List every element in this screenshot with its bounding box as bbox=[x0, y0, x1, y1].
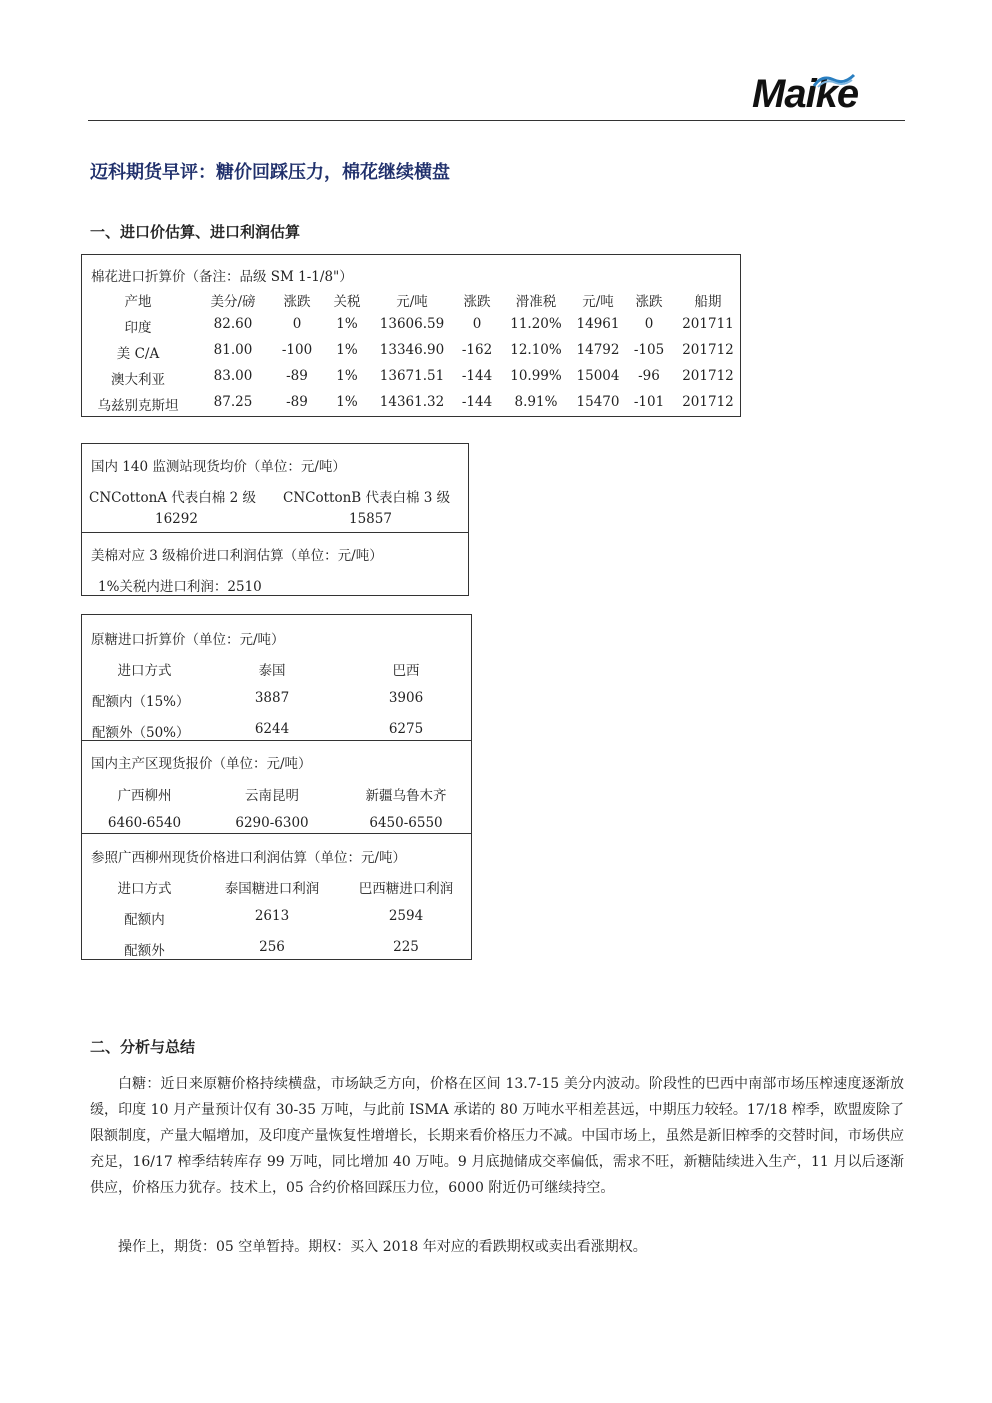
sugar-profit-cell: 配额外 bbox=[124, 943, 165, 959]
sugar-profit-header: 泰国糖进口利润 bbox=[224, 881, 320, 897]
cotton-import-cell: 乌兹别克斯坦 bbox=[97, 398, 179, 414]
cotton-import-cell: 1% bbox=[336, 316, 358, 332]
sugar-profit-cell: 2613 bbox=[254, 908, 290, 924]
sugar-spot-value: 6450-6550 bbox=[369, 815, 443, 831]
cotton-import-cell: 201712 bbox=[682, 394, 734, 410]
cotton-import-cell: 澳大利亚 bbox=[111, 372, 165, 388]
cotton-import-cell: -96 bbox=[638, 368, 660, 384]
cotton-import-cell: -89 bbox=[286, 368, 308, 384]
sugar-table bbox=[81, 614, 472, 960]
sugar-import-caption: 原糖进口折算价（单位：元/吨） bbox=[91, 632, 285, 648]
cotton-import-cell: 14961 bbox=[576, 316, 620, 332]
sugar-spot-caption: 国内主产区现货报价（单位：元/吨） bbox=[91, 756, 312, 772]
sugar-import-header: 巴西 bbox=[392, 663, 420, 679]
sugar-profit-cell: 配额内 bbox=[124, 912, 165, 928]
cotton-import-cell: 14361.32 bbox=[379, 394, 445, 410]
cotton-import-cell: 0 bbox=[644, 316, 654, 332]
cotton-import-table bbox=[81, 254, 741, 417]
divider bbox=[82, 833, 471, 834]
cotton-import-cell: 1% bbox=[336, 394, 358, 410]
sugar-import-cell: 3906 bbox=[388, 690, 424, 706]
cotton-import-header: 关税 bbox=[333, 294, 361, 310]
cotton-import-cell: 13606.59 bbox=[379, 316, 445, 332]
cotton-import-cell: 8.91% bbox=[514, 394, 558, 410]
cotton-import-cell: 1% bbox=[336, 368, 358, 384]
divider bbox=[82, 740, 471, 741]
cotton-spot-table bbox=[81, 443, 469, 596]
header-rule bbox=[88, 120, 905, 121]
section-heading-2: 二、分析与总结 bbox=[90, 1038, 196, 1056]
cotton-a-value: 16292 bbox=[155, 511, 198, 527]
cotton-import-header: 元/吨 bbox=[582, 294, 614, 310]
cotton-import-cell: 81.00 bbox=[213, 342, 253, 358]
cotton-import-header: 涨跌 bbox=[635, 294, 663, 310]
cotton-import-header: 产地 bbox=[124, 294, 152, 310]
cotton-import-cell: 201712 bbox=[682, 368, 734, 384]
cotton-a-label: CNCottonA 代表白棉 2 级 bbox=[89, 490, 256, 506]
cotton-import-cell: -162 bbox=[461, 342, 493, 358]
cotton-import-cell: 201711 bbox=[682, 316, 734, 332]
cotton-import-cell: 14792 bbox=[576, 342, 620, 358]
operation-paragraph: 操作上，期货：05 空单暂持。期权：买入 2018 年对应的看跌期权或卖出看涨期权。 bbox=[118, 1239, 647, 1255]
cotton-profit-caption: 美棉对应 3 级棉价进口利润估算（单位：元/吨） bbox=[91, 548, 383, 564]
sugar-profit-header: 进口方式 bbox=[117, 881, 172, 897]
sugar-spot-header: 广西柳州 bbox=[117, 788, 172, 804]
sugar-import-cell: 6275 bbox=[388, 721, 424, 737]
cotton-import-cell: 12.10% bbox=[510, 342, 562, 358]
sugar-import-cell: 配额内（15%） bbox=[92, 694, 190, 710]
cotton-spot-caption: 国内 140 监测站现货均价（单位：元/吨） bbox=[91, 459, 346, 475]
cotton-import-cell: 1% bbox=[336, 342, 358, 358]
section-heading-1: 一、进口价估算、进口利润估算 bbox=[90, 223, 301, 241]
sugar-profit-cell: 225 bbox=[393, 939, 419, 955]
cotton-import-cell: 83.00 bbox=[213, 368, 253, 384]
cotton-import-cell: -101 bbox=[633, 394, 665, 410]
sugar-import-header: 泰国 bbox=[258, 663, 286, 679]
cotton-import-cell: 201712 bbox=[682, 342, 734, 358]
sugar-spot-header: 新疆乌鲁木齐 bbox=[365, 788, 447, 804]
cotton-import-cell: 15004 bbox=[576, 368, 620, 384]
cotton-import-cell: -144 bbox=[461, 368, 493, 384]
page-title: 迈科期货早评：糖价回踩压力，棉花继续横盘 bbox=[90, 162, 450, 183]
sugar-spot-value: 6460-6540 bbox=[107, 815, 182, 831]
cotton-import-header: 元/吨 bbox=[396, 294, 428, 310]
sugar-spot-header: 云南昆明 bbox=[245, 788, 299, 804]
cotton-import-cell: 印度 bbox=[124, 320, 152, 336]
cotton-import-cell: 87.25 bbox=[213, 394, 253, 410]
sugar-import-cell: 配额外（50%） bbox=[92, 725, 190, 741]
cotton-import-cell: -105 bbox=[633, 342, 665, 358]
logo-text: Maike bbox=[752, 72, 859, 116]
maike-logo bbox=[752, 70, 892, 118]
cotton-import-header: 美分/磅 bbox=[210, 294, 256, 310]
sugar-profit-cell: 2594 bbox=[388, 908, 424, 924]
cotton-import-header: 涨跌 bbox=[283, 294, 311, 310]
cotton-import-cell: -89 bbox=[286, 394, 308, 410]
sugar-profit-cell: 256 bbox=[259, 939, 285, 955]
divider bbox=[82, 532, 468, 533]
cotton-import-cell: 82.60 bbox=[213, 316, 253, 332]
cotton-import-header: 涨跌 bbox=[463, 294, 491, 310]
cotton-import-header: 船期 bbox=[694, 294, 722, 310]
cotton-import-cell: 0 bbox=[472, 316, 482, 332]
cotton-import-cell: 0 bbox=[292, 316, 302, 332]
sugar-profit-header: 巴西糖进口利润 bbox=[358, 881, 454, 897]
cotton-import-cell: 15470 bbox=[576, 394, 620, 410]
sugar-spot-value: 6290-6300 bbox=[235, 815, 309, 831]
sugar-profit-caption: 参照广西柳州现货价格进口利润估算（单位：元/吨） bbox=[91, 850, 407, 866]
sugar-import-cell: 3887 bbox=[254, 690, 290, 706]
cotton-import-header: 滑准税 bbox=[515, 294, 557, 310]
cotton-import-cell: 13671.51 bbox=[379, 368, 445, 384]
logo-wave-icon bbox=[812, 72, 856, 88]
cotton-import-cell: 10.99% bbox=[510, 368, 562, 384]
analysis-paragraph: 白糖：近日来原糖价格持续横盘，市场缺乏方向，价格在区间 13.7-15 美分内波动。阶段性的巴西中南部市场压榨速度逐渐放缓，印度 10 月产量预计仅有 30-35 万吨，与此前 ISMA 承诺的 80 万吨水平相差甚远，中期压力较轻。17/18 榨季，欧盟废除了限额制度，产量大幅增加，及印度产量恢复性增增长，长期来看价格压力不减。中国市场上，虽然是新旧榨季的交替时间，市场供应充足，16/17 榨季结转库存 99 万吨，同比增加 40 万吨。9 月底抛储成交率偏低，需求不旺，新糖陆续进入生产，11 月以后逐渐供应，价格压力犹存。技术上，05 合约价格回踩压力位，6000 附近仍可继续持空。 bbox=[90, 1076, 904, 1196]
cotton-import-cell: 美 C/A bbox=[116, 346, 160, 362]
cotton-import-cell: -144 bbox=[461, 394, 493, 410]
cotton-import-cell: -100 bbox=[281, 342, 313, 358]
cotton-import-cell: 13346.90 bbox=[379, 342, 445, 358]
sugar-import-header: 进口方式 bbox=[117, 663, 172, 679]
cotton-profit-text: 1%关税内进口利润：2510 bbox=[98, 579, 262, 595]
cotton-b-value: 15857 bbox=[349, 511, 392, 527]
sugar-import-cell: 6244 bbox=[254, 721, 290, 737]
cotton-import-cell: 11.20% bbox=[510, 316, 562, 332]
cotton-import-caption: 棉花进口折算价（备注：品级 SM 1-1/8"） bbox=[91, 269, 353, 285]
cotton-b-label: CNCottonB 代表白棉 3 级 bbox=[283, 490, 451, 506]
